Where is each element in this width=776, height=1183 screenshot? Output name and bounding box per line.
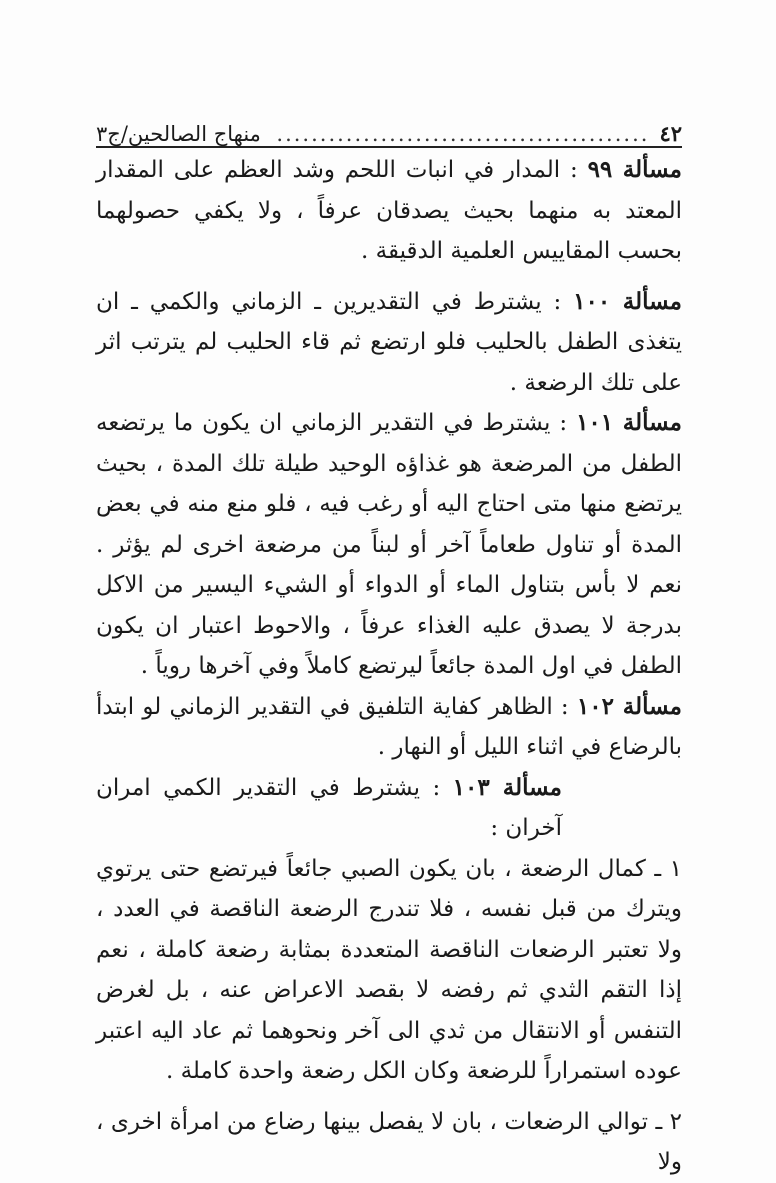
paragraph-text: : يشترط في التقديرين ـ الزماني والكمي ـ ان يتغذى الطفل بالحليب فلو ارتضع ثم قاء الحليب لم يترتب اثر على تلك الرضعة .	[96, 288, 682, 396]
paragraph-text: ٢ ـ توالي الرضعات ، بان لا يفصل بينها رضاع من امرأة اخرى ، ولا	[96, 1108, 682, 1175]
issue-label: مسألة ١٠٣	[452, 773, 562, 801]
paragraph-issue-100	[96, 282, 682, 404]
body-text	[96, 150, 682, 1183]
paragraph-issue-103	[96, 768, 682, 849]
paragraph-text: : المدار في انبات اللحم وشد العظم على المقدار المعتد به منهما بحيث يصدقان عرفاً ، ولا يكفي حصولهما بحسب المقاييس العلمية الدقيقة .	[96, 157, 682, 264]
book-title: منهاج الصالحين/ج٣	[96, 122, 261, 146]
paragraph-issue-99	[96, 150, 682, 272]
paragraph-issue-102	[96, 687, 682, 768]
condition-1-paragraph	[96, 849, 682, 1092]
paragraph-text: : يشترط في التقدير الكمي امران آخران :	[96, 774, 562, 841]
issue-label: مسألة ١٠٠	[573, 287, 682, 315]
paragraph-text: : يشترط في التقدير الزماني ان يكون ما يرتضعه الطفل من المرضعة هو غذاؤه الوحيد طيلة تلك المدة ، بحيث يرتضع منها متى احتاج اليه أو رغب فيه ، فلو منع منه في بعض المدة أو تناول طعاماً آخر أو لبناً من مرضعة اخرى لم يؤثر . نعم لا بأس بتناول الماء أو الدواء أو الشيء اليسير من الاكل بدرجة لا يصدق عليه الغذاء عرفاً ، والاحوط اعتبار ان يكون الطفل في اول المدة جائعاً ليرتضع كاملاً وفي آخرها روياً .	[96, 410, 682, 679]
issue-label: مسألة ١٠٢	[576, 692, 682, 720]
page-header	[96, 114, 682, 148]
condition-2-paragraph	[96, 1102, 682, 1183]
issue-label: مسألة ٩٩	[587, 156, 682, 183]
paragraph-text: : الظاهر كفاية التلفيق في التقدير الزماني لو ابتدأ بالرضاع في اثناء الليل أو النهار .	[96, 693, 682, 760]
header-dot-leader: ...........................................	[276, 122, 650, 146]
paragraph-issue-101	[96, 403, 682, 687]
paragraph-text: ١ ـ كمال الرضعة ، بان يكون الصبي جائعاً فيرتضع حتى يرتوي ويترك من قبل نفسه ، فلا تندرج الرضعة الناقصة في العدد ، ولا تعتبر الرضعات الناقصة المتعددة بمثابة رضعة كاملة ، نعم إذا التقم الثدي ثم رفضه لا بقصد الاعراض عنه ، بل لغرض التنفس أو الانتقال من ثدي الى آخر ونحوهما ثم عاد اليه اعتبر عوده استمراراً للرضعة وكان الكل رضعة واحدة كاملة .	[96, 855, 682, 1084]
page-number: ٤٢	[659, 121, 682, 146]
issue-label: مسألة ١٠١	[576, 409, 682, 436]
